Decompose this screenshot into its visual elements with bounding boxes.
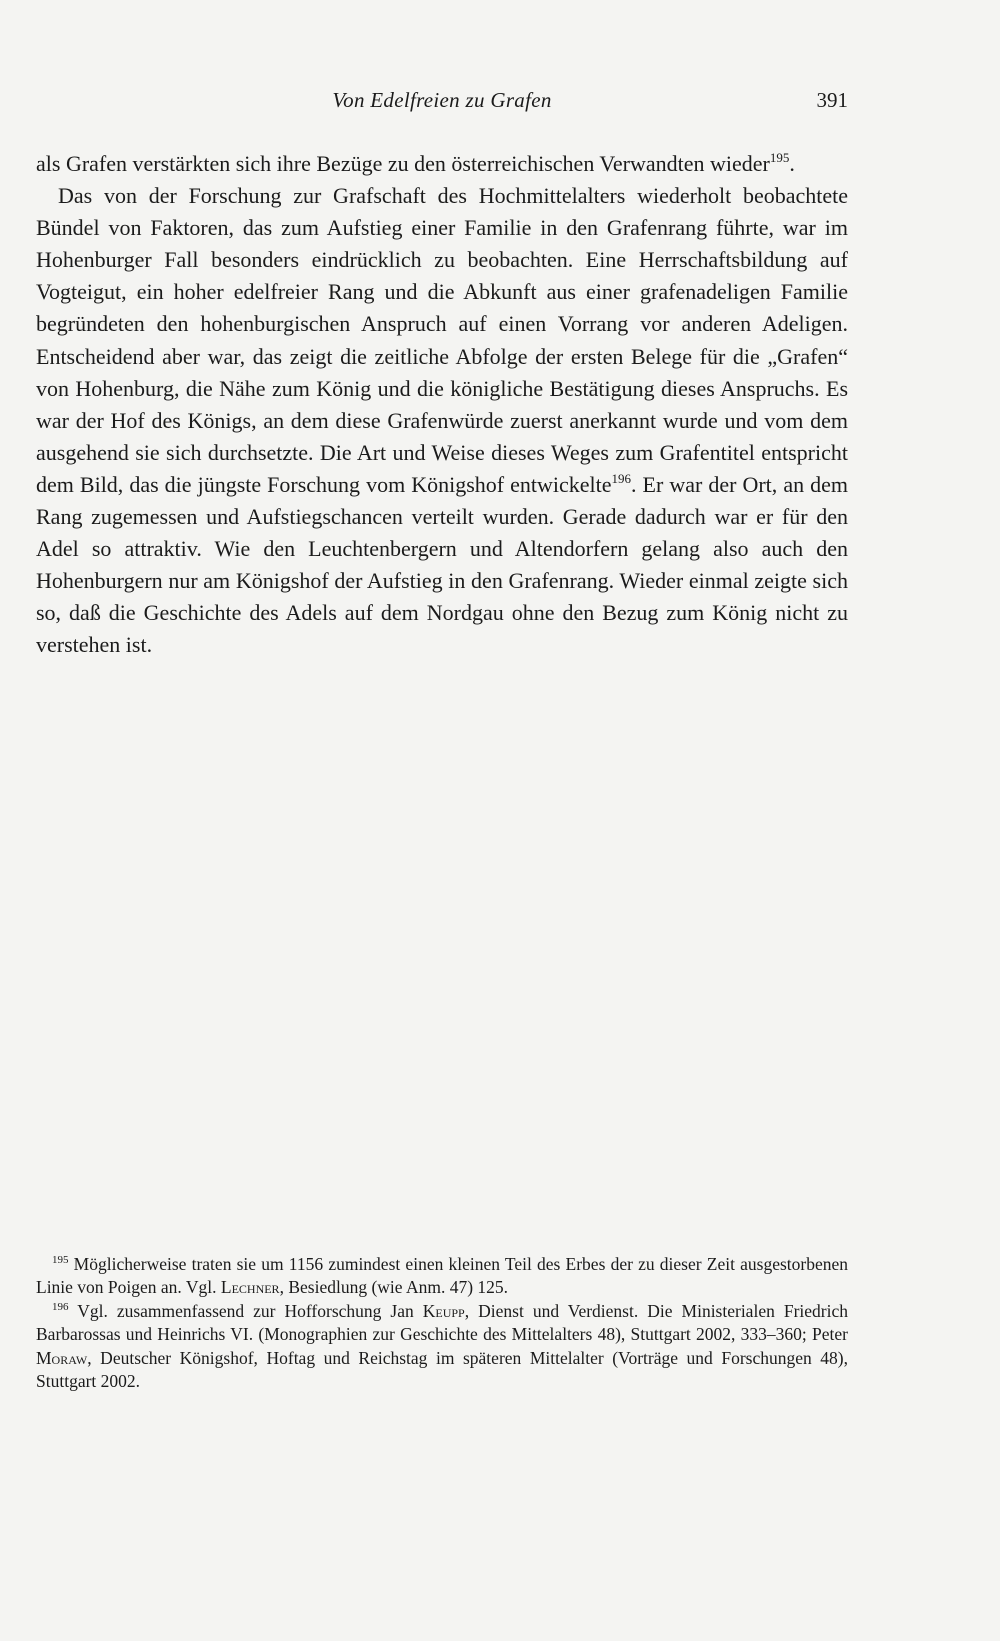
page-number: 391 [816,88,848,112]
paragraph-1-end: . [789,151,795,176]
footnote-number-196: 196 [52,1300,69,1313]
footnote-195-text-b: , Besiedlung (wie Anm. 47) 125. [279,1277,509,1298]
footnote-196-author-2: Moraw [36,1347,88,1368]
paragraph-2-text-a: Das von der Forschung zur Grafschaft des Hochmittelalters wiederholt beobachtete Bündel von Faktoren, das zum Aufstieg einer Familie in den Grafenrang führte, war im Hohenburger Fall besonders eindrücklich zu beobachten. Eine Herrschaftsbildung auf Vogteigut, ein hoher edelfreier Rang und die Abkunft aus einer grafenadeligen Familie begründeten den hohenburgischen Anspruch auf einen Vorrang vor anderen Adeligen. Entscheidend aber war, das zeigt die zeitliche Abfolge der ersten Belege für die „Grafen“ von Hohenburg, die Nähe zum König und die königliche Bestätigung dieses Anspruchs. Es war der Hof des Königs, an dem diese Grafenwürde zuerst anerkannt wurde und vom dem ausgehend sie sich durchsetzte. Die Art und Weise dieses Weges zum Grafentitel entspricht dem Bild, das die jüngste Forschung vom Königshof entwickelte [36,183,848,497]
footnotes [36,1253,848,1393]
footnote-ref-196[interactable]: 196 [611,470,632,486]
footnote-ref-195[interactable]: 195 [769,150,790,165]
footnote-number-195: 195 [52,1254,69,1266]
footnote-195 [36,1253,848,1300]
footnote-196-text-c: , Deutscher Königshof, Hoftag und Reichstag im späteren Mittelalter (Vorträge und Forschungen 48), Stuttgart 2002. [36,1347,848,1392]
main-text [36,148,848,662]
paragraph-1 [36,148,848,180]
paragraph-1-text: als Grafen verstärkten sich ihre Bezüge zu den österreichischen Verwandten wieder [36,151,770,176]
footnote-196-text-b: , Dienst und Verdienst. Die Ministerialen Friedrich Barbarossas und Heinrichs VI. (Monographien zur Geschichte des Mittelalters 48), Stuttgart 2002, 333–360; Peter [36,1300,848,1345]
footnote-196-author-1: Keupp [422,1300,465,1321]
running-head [36,88,848,118]
running-title: Von Edelfreien zu Grafen [332,88,552,112]
footnote-196-text-a: Vgl. zusammenfassend zur Hofforschung Jan [68,1300,423,1321]
footnote-195-author: Lechner [220,1277,280,1298]
paragraph-2 [36,180,848,661]
paragraph-2-text-b: . Er war der Ort, an dem Rang zugemessen und Aufstiegschancen verteilt wurden. Gerade dadurch war er für den Adel so attraktiv. Wie den Leuchtenbergern und Altendorfern gelang also auch den Hohenburgern nur am Königshof der Aufstieg in den Grafenrang. Wieder einmal zeigte sich so, daß die Geschichte des Adels auf dem Nordgau ohne den Bezug zum König nicht zu verstehen ist. [36,471,848,658]
footnote-195-text-a: Möglicherweise traten sie um 1156 zumindest einen kleinen Teil des Erbes der zu dieser Zeit ausgestorbenen Linie von Poigen an. Vgl. [36,1254,848,1298]
footnote-196 [36,1300,848,1394]
